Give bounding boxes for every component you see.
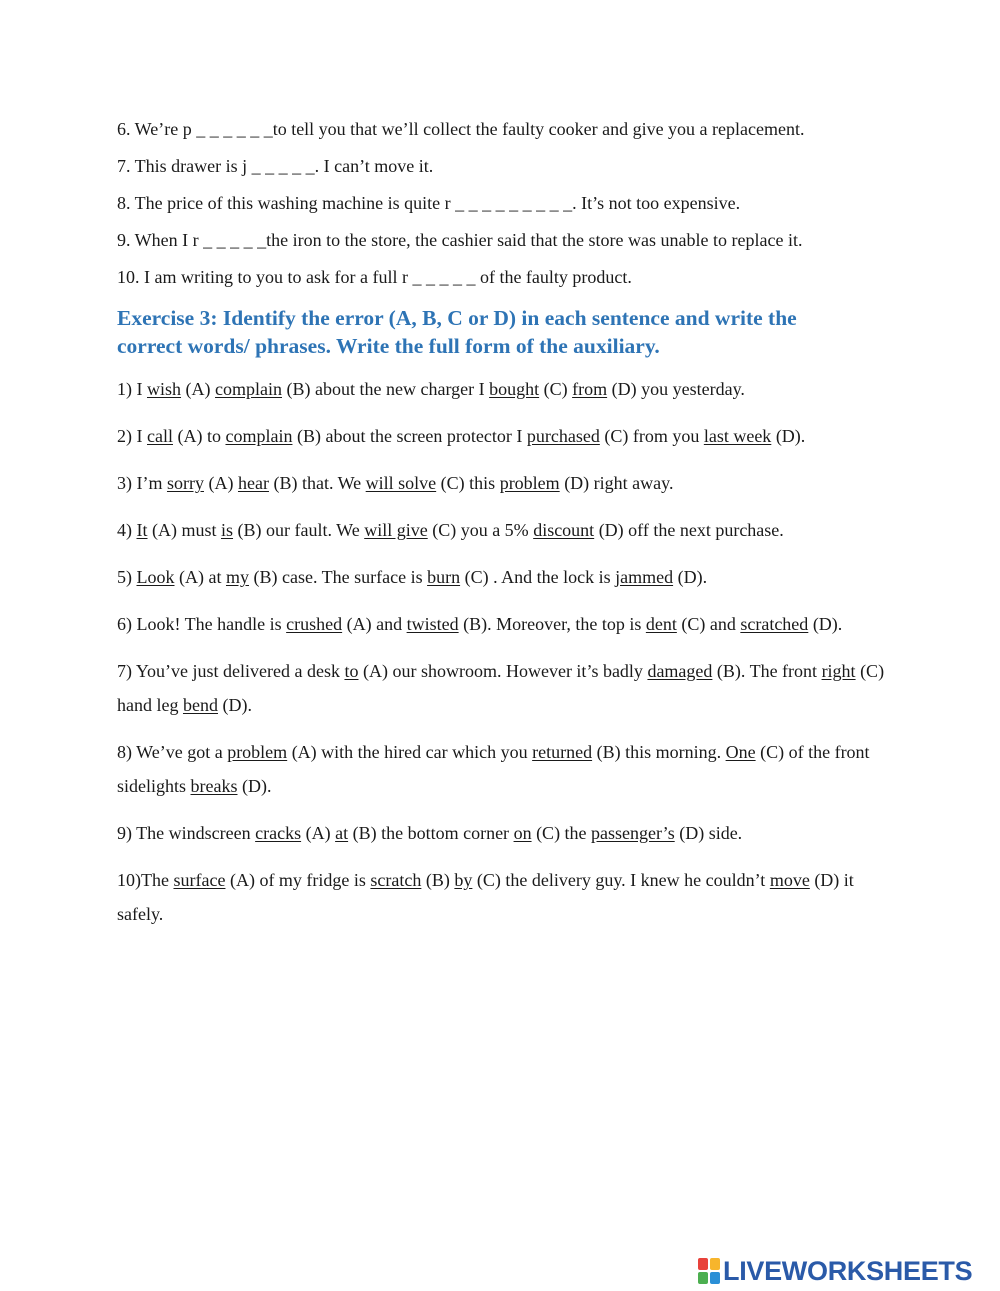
question-text: (A) (181, 379, 216, 399)
underlined-option: discount (533, 520, 595, 540)
question-text: (B) our fault. We (233, 520, 365, 540)
question-text: (A) (203, 473, 238, 493)
question-text: (D) you yesterday. (607, 379, 745, 399)
exercise-3-heading (117, 304, 907, 360)
exercise-3-question (117, 466, 887, 500)
exercise-3-heading-line: Exercise 3: Identify the error (A, B, C or D) in each sentence and write the (117, 306, 797, 330)
exercise-2-item: 6. We’re p _ _ _ _ _ _to tell you that we’ll collect the faulty cooker and give you a replacement. (117, 119, 805, 139)
exercise-3-question (117, 654, 887, 722)
underlined-option: scratch (370, 870, 422, 890)
exercise-3-heading-line: correct words/ phrases. Write the full form of the auxiliary. (117, 334, 660, 358)
underlined-option: cracks (255, 823, 302, 843)
question-text: (A) to (172, 426, 226, 446)
exercise-2-item: 9. When I r _ _ _ _ _the iron to the store, the cashier said that the store was unable to replace it. (117, 230, 803, 250)
underlined-option: hear (237, 473, 269, 493)
exercise-2-item: 10. I am writing to you to ask for a full r _ _ _ _ _ of the faulty product. (117, 267, 632, 287)
question-text: 1) I (117, 379, 147, 399)
liveworksheets-logo-icon (698, 1258, 720, 1284)
question-text: (B) about the screen protector I (292, 426, 527, 446)
exercise-3-question (117, 560, 887, 594)
question-text: (A) (301, 823, 336, 843)
exercise-2-item: 8. The price of this washing machine is quite r _ _ _ _ _ _ _ _ _. It’s not too expensive. (117, 193, 741, 213)
underlined-option: my (225, 567, 249, 587)
underlined-option: will give (364, 520, 428, 540)
question-text: (D). (237, 776, 272, 796)
question-text: (B) case. The surface is (249, 567, 428, 587)
underlined-option: burn (427, 567, 461, 587)
exercise-2-item: 7. This drawer is j _ _ _ _ _. I can’t move it. (117, 156, 434, 176)
underlined-option: at (335, 823, 349, 843)
underlined-option: will solve (365, 473, 437, 493)
question-text: (D) it safely. (117, 870, 854, 924)
underlined-option: problem (499, 473, 560, 493)
exercise-2-list (117, 116, 897, 301)
exercise-3-question (117, 607, 887, 641)
underlined-option: wish (147, 379, 182, 399)
underlined-option: jammed (615, 567, 674, 587)
underlined-option: from (572, 379, 608, 399)
underlined-option: bend (182, 695, 218, 715)
question-text: (A) must (147, 520, 221, 540)
question-text: (B) that. We (268, 473, 366, 493)
underlined-option: is (221, 520, 234, 540)
question-text: 6) Look! The handle is (117, 614, 287, 634)
underlined-option: problem (227, 742, 288, 762)
underlined-option: complain (215, 379, 282, 399)
question-text: (C) of the front sidelights (117, 742, 870, 796)
underlined-option: dent (645, 614, 677, 634)
question-text: (D). (771, 426, 806, 446)
exercise-3-question-list (117, 372, 887, 944)
question-text: (D). (808, 614, 843, 634)
question-text: (C) (539, 379, 573, 399)
question-text: (A) and (342, 614, 407, 634)
question-text: (B) about the new charger I (282, 379, 490, 399)
question-text: (A) our showroom. However it’s badly (358, 661, 648, 681)
underlined-option: call (147, 426, 173, 446)
question-text: 10)The (117, 870, 174, 890)
underlined-option: to (344, 661, 359, 681)
question-text: (C) the delivery guy. I knew he couldn’t (472, 870, 770, 890)
logo-text: LIVEWORKSHEETS (723, 1255, 973, 1286)
exercise-3-question (117, 372, 887, 406)
exercise-3-question (117, 816, 887, 850)
question-text: (A) with the hired car which you (287, 742, 533, 762)
question-text: (B) (421, 870, 455, 890)
question-text: (B). The front (712, 661, 822, 681)
question-text: 4) (117, 520, 137, 540)
underlined-option: twisted (406, 614, 459, 634)
question-text: (D). (673, 567, 708, 587)
underlined-option: on (513, 823, 532, 843)
liveworksheets-logo (698, 1254, 972, 1288)
underlined-option: One (725, 742, 756, 762)
underlined-option: passenger’s (591, 823, 675, 843)
exercise-3-question (117, 863, 887, 931)
question-text: (D) off the next purchase. (594, 520, 784, 540)
underlined-option: crushed (286, 614, 343, 634)
underlined-option: last week (703, 426, 772, 446)
underlined-option: complain (225, 426, 293, 446)
question-text: (B) the bottom corner (348, 823, 514, 843)
exercise-3-question (117, 513, 887, 547)
question-text: (C) and (676, 614, 741, 634)
underlined-option: sorry (166, 473, 204, 493)
question-text: (C) the (531, 823, 592, 843)
underlined-option: move (769, 870, 810, 890)
underlined-option: breaks (190, 776, 238, 796)
question-text: 8) We’ve got a (117, 742, 228, 762)
underlined-option: scratched (740, 614, 809, 634)
question-text: (C) from you (599, 426, 704, 446)
question-text: (D) right away. (559, 473, 674, 493)
exercise-3-question (117, 735, 887, 803)
question-text: (C) this (436, 473, 500, 493)
question-text: (D). (217, 695, 252, 715)
underlined-option: Look (136, 567, 175, 587)
underlined-option: right (821, 661, 856, 681)
underlined-option: It (136, 520, 148, 540)
question-text: (B). Moreover, the top is (458, 614, 646, 634)
question-text: (A) at (174, 567, 226, 587)
question-text: (D) side. (674, 823, 743, 843)
question-text: 9) The windscreen (117, 823, 256, 843)
question-text: (C) . And the lock is (460, 567, 616, 587)
underlined-option: returned (532, 742, 593, 762)
exercise-3-question (117, 419, 887, 453)
underlined-option: surface (173, 870, 226, 890)
question-text: 7) You’ve just delivered a desk (117, 661, 345, 681)
underlined-option: bought (489, 379, 540, 399)
question-text: (B) this morning. (592, 742, 726, 762)
underlined-option: purchased (526, 426, 600, 446)
question-text: 2) I (117, 426, 147, 446)
underlined-option: damaged (647, 661, 713, 681)
question-text: (C) hand leg (117, 661, 885, 715)
question-text: 5) (117, 567, 137, 587)
question-text: 3) I’m (117, 473, 167, 493)
question-text: (C) you a 5% (427, 520, 534, 540)
underlined-option: by (454, 870, 473, 890)
question-text: (A) of my fridge is (225, 870, 371, 890)
